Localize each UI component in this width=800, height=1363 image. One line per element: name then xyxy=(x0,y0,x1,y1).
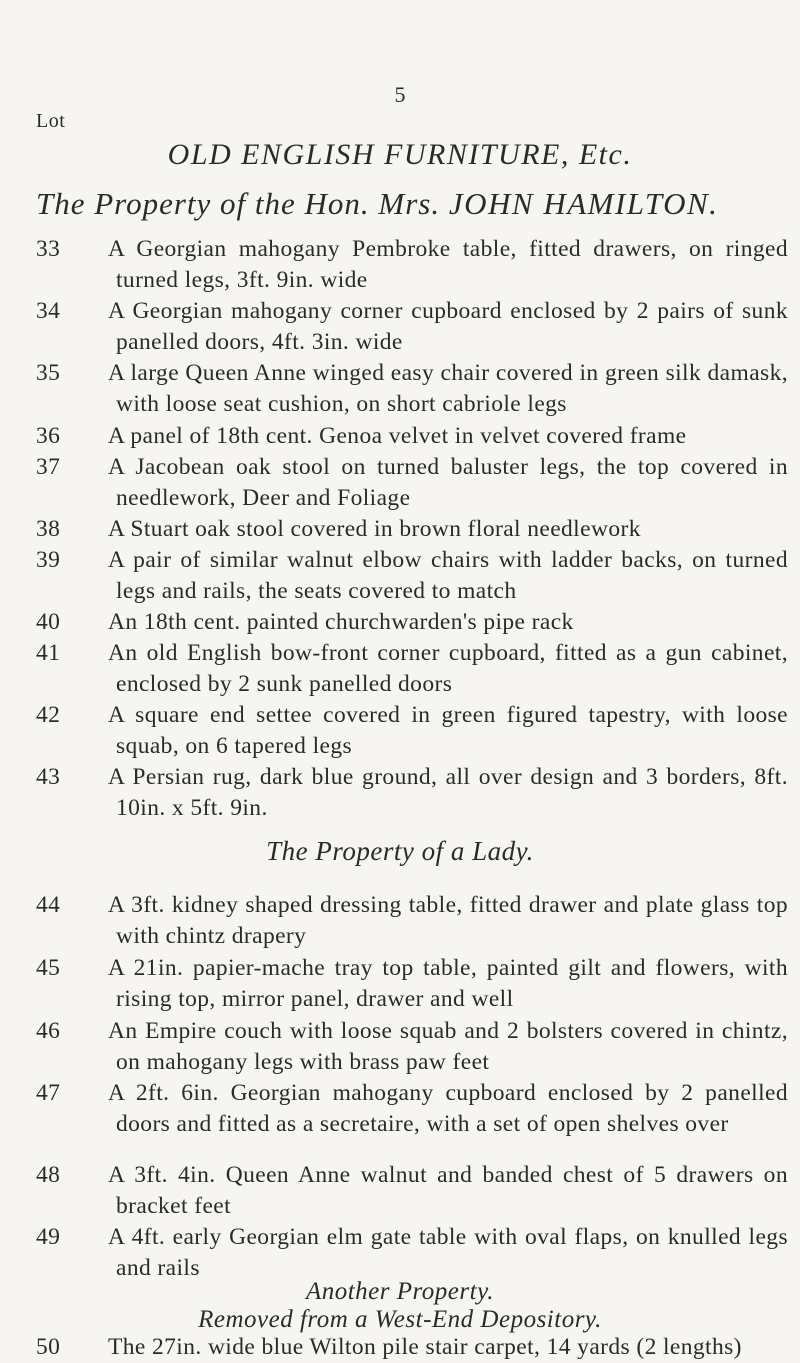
lot-number: 42 xyxy=(36,702,61,728)
page-title: OLD ENGLISH FURNITURE, Etc. xyxy=(167,138,633,171)
lot-entry xyxy=(36,1016,788,1078)
lot-description: An old English bow-front corner cupboard, fitted as a gun cabinet, enclosed by 2 sunk panelled doors xyxy=(108,640,788,697)
lot-number: 43 xyxy=(36,764,61,790)
lot-entry xyxy=(36,607,788,638)
lot-description: A 3ft. 4in. Queen Anne walnut and banded chest of 5 drawers on bracket feet xyxy=(108,1162,788,1219)
lot-entry xyxy=(36,296,788,358)
lot-description: A square end settee covered in green figured tapestry, with loose squab, on 6 tapered legs xyxy=(108,702,788,759)
lot-description: A Jacobean oak stool on turned baluster legs, the top covered in needlework, Deer and Foliage xyxy=(108,454,788,511)
lot-description: A 3ft. kidney shaped dressing table, fitted drawer and plate glass top with chintz drapery xyxy=(108,892,788,949)
lot-entry xyxy=(36,358,788,420)
lot-number: 41 xyxy=(36,640,61,666)
lot-entry xyxy=(36,638,788,700)
lot-description: An Empire couch with loose squab and 2 bolsters covered in chintz, on mahogany legs with brass paw feet xyxy=(108,1018,788,1075)
lot-description: A panel of 18th cent. Genoa velvet in velvet covered frame xyxy=(108,423,687,449)
lot-description: The 27in. wide blue Wilton pile stair carpet, 14 yards (2 lengths) xyxy=(108,1334,742,1360)
lot-number: 47 xyxy=(36,1080,61,1106)
lot-entry xyxy=(36,890,788,952)
lot-number: 39 xyxy=(36,547,61,573)
lot-description: A Georgian mahogany Pembroke table, fitted drawers, on ringed turned legs, 3ft. 9in. wide xyxy=(108,236,788,293)
lot-description: An 18th cent. painted churchwarden's pipe rack xyxy=(108,609,574,635)
lot-number: 33 xyxy=(36,236,61,262)
section-title-prefix: The Property of the Hon. Mrs. xyxy=(36,186,449,221)
lot-number: 46 xyxy=(36,1018,61,1044)
lot-entry xyxy=(36,234,788,296)
page-number: 5 xyxy=(394,82,406,107)
lot-entry xyxy=(36,1222,788,1284)
lot-description: A 4ft. early Georgian elm gate table with oval flaps, on knulled legs and rails xyxy=(108,1224,788,1281)
lot-entry xyxy=(36,1160,788,1222)
lot-entry xyxy=(36,1334,788,1361)
lot-description: A Persian rug, dark blue ground, all over design and 3 borders, 8ft. 10in. x 5ft. 9in. xyxy=(108,764,788,821)
lot-entry xyxy=(36,452,788,514)
lot-number: 34 xyxy=(36,298,61,324)
lot-number: 49 xyxy=(36,1224,61,1250)
lot-description: A Georgian mahogany corner cupboard enclosed by 2 pairs of sunk panelled doors, 4ft. 3in. wide xyxy=(108,298,788,355)
lot-number: 50 xyxy=(36,1334,61,1360)
sub-title-lady: The Property of a Lady. xyxy=(266,836,534,866)
lot-entry xyxy=(36,514,788,545)
lot-entry xyxy=(36,953,788,1015)
lot-number: 36 xyxy=(36,423,61,449)
lot-description: A Stuart oak stool covered in brown floral needlework xyxy=(108,516,641,542)
lot-description: A 21in. papier-mache tray top table, painted gilt and flowers, with rising top, mirror panel, drawer and well xyxy=(108,955,788,1012)
lot-number: 45 xyxy=(36,955,61,981)
lot-description: A large Queen Anne winged easy chair covered in green silk damask, with loose seat cushion, on short cabriole legs xyxy=(108,360,788,417)
lot-number: 48 xyxy=(36,1162,61,1188)
lot-entry xyxy=(36,762,788,824)
section-title-hamilton xyxy=(36,186,718,222)
lot-number: 40 xyxy=(36,609,61,635)
owner-name: JOHN HAMILTON. xyxy=(448,186,719,221)
lot-column-header: Lot xyxy=(36,110,66,132)
lot-description: A 2ft. 6in. Georgian mahogany cupboard enclosed by 2 panelled doors and fitted as a secretaire, with a set of open shelves over xyxy=(108,1080,788,1137)
lot-entry xyxy=(36,545,788,607)
lot-number: 44 xyxy=(36,892,61,918)
sub-title-another: Another Property. xyxy=(305,1278,495,1305)
lot-entry xyxy=(36,700,788,762)
lot-entry xyxy=(36,421,788,452)
lot-number: 38 xyxy=(36,516,61,542)
lot-number: 37 xyxy=(36,454,61,480)
lot-entry xyxy=(36,1078,788,1140)
sub-title-depository: Removed from a West-End Depository. xyxy=(198,1306,602,1333)
lot-description: A pair of similar walnut elbow chairs with ladder backs, on turned legs and rails, the seats covered to match xyxy=(108,547,788,604)
lot-number: 35 xyxy=(36,360,61,386)
